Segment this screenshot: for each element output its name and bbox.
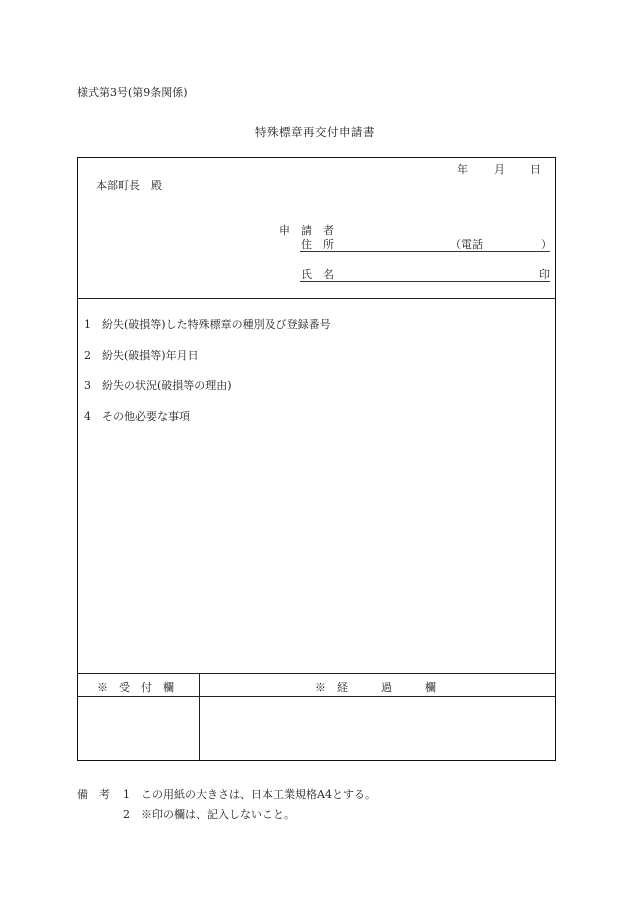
page-title: 特殊標章再交付申請書 <box>255 125 375 139</box>
section-divider-top <box>78 298 555 299</box>
address-underline <box>300 251 550 252</box>
date-day-label: 日 <box>530 163 541 176</box>
form-number: 様式第3号(第9条関係) <box>77 86 188 99</box>
section-divider-bottom <box>78 673 555 674</box>
item-4: 4 その他必要な事項 <box>84 410 190 423</box>
item-3: 3 紛失の状況(破損等の理由) <box>84 379 232 392</box>
note-line-2: 2 ※印の欄は、記入しないこと。 <box>123 808 295 821</box>
progress-column-header: ※ 経 過 欄 <box>315 681 436 694</box>
addressee: 本部町長 殿 <box>96 179 162 192</box>
item-2: 2 紛失(破損等)年月日 <box>84 349 199 362</box>
table-header-divider <box>78 696 555 697</box>
note-line-1: 1 この用紙の大きさは、日本工業規格A4とする。 <box>123 788 376 801</box>
seal-mark: 印 <box>539 268 550 281</box>
date-year-label: 年 <box>457 163 468 176</box>
address-label: 住 所 <box>301 238 334 251</box>
name-label: 氏 名 <box>301 268 334 281</box>
date-month-label: 月 <box>494 163 505 176</box>
table-column-divider <box>199 673 200 760</box>
notes-label: 備 考 <box>77 788 110 801</box>
name-underline <box>300 281 550 282</box>
reception-column-header: ※ 受 付 欄 <box>97 681 174 694</box>
item-1: 1 紛失(破損等)した特殊標章の種別及び登録番号 <box>84 318 331 331</box>
applicant-label: 申 請 者 <box>279 224 334 237</box>
phone-open-label: （電話 <box>450 238 483 251</box>
phone-close-label: ） <box>541 238 552 251</box>
